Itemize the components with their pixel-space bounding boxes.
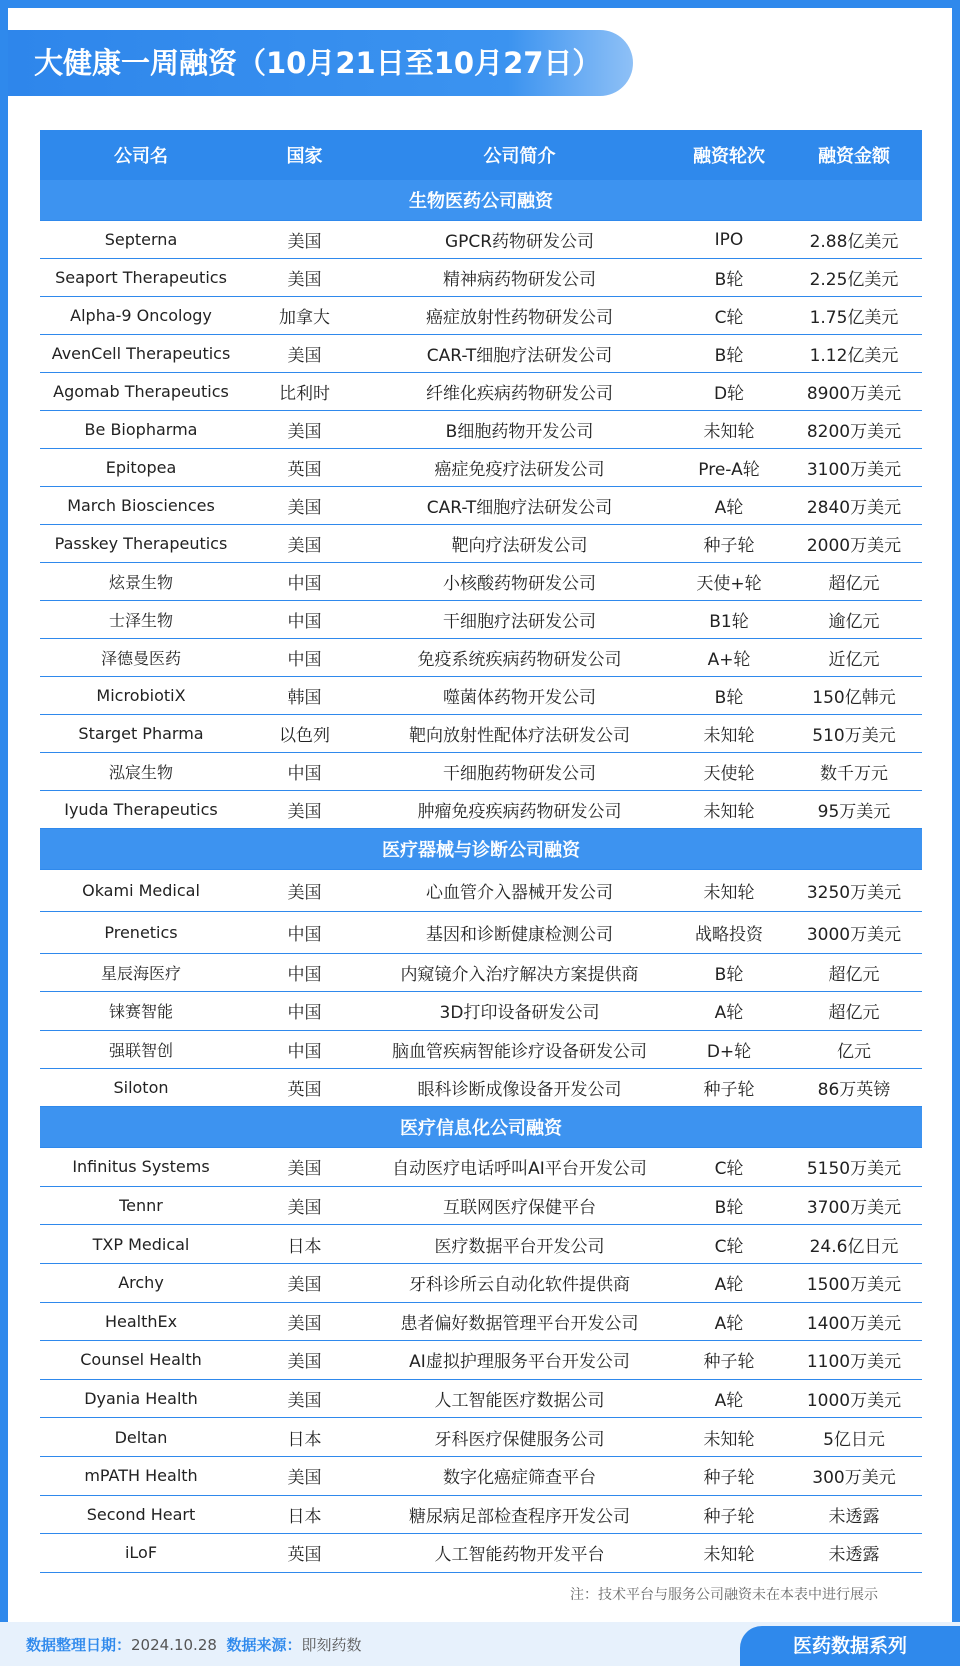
cell-round: 未知轮: [672, 411, 786, 449]
cell-round: B轮: [672, 259, 786, 297]
cell-country: 美国: [242, 525, 367, 563]
cell-round: A轮: [672, 992, 786, 1030]
cell-amount: 1.12亿美元: [786, 335, 922, 373]
section-header-row: [40, 180, 922, 221]
cell-company: Tennr: [40, 1186, 242, 1225]
cell-company: March Biosciences: [40, 487, 242, 525]
table-row: [40, 677, 922, 715]
cell-amount: 1100万美元: [786, 1341, 922, 1380]
cell-amount: 1500万美元: [786, 1263, 922, 1302]
table-row: [40, 715, 922, 753]
cell-round: B轮: [672, 1186, 786, 1225]
cell-amount: 86万英镑: [786, 1068, 922, 1106]
table-row: [40, 1495, 922, 1534]
cell-amount: 超亿元: [786, 563, 922, 601]
cell-country: 英国: [242, 1068, 367, 1106]
table-row: [40, 791, 922, 829]
cell-round: 种子轮: [672, 1341, 786, 1380]
cell-company: Dyania Health: [40, 1379, 242, 1418]
cell-amount: 24.6亿日元: [786, 1225, 922, 1264]
cell-country: 比利时: [242, 373, 367, 411]
cell-company: Okami Medical: [40, 870, 242, 912]
table-row: [40, 411, 922, 449]
table-row: [40, 525, 922, 563]
cell-round: 未知轮: [672, 870, 786, 912]
date-value: 2024.10.28: [131, 1636, 217, 1654]
header-country: 国家: [242, 130, 367, 180]
cell-company: mPATH Health: [40, 1456, 242, 1495]
cell-company: MicrobiotiX: [40, 677, 242, 715]
header-round: 融资轮次: [672, 130, 786, 180]
cell-description: 内窥镜介入治疗解决方案提供商: [367, 954, 672, 992]
cell-company: 铼赛智能: [40, 992, 242, 1030]
table-row: [40, 992, 922, 1030]
cell-description: 患者偏好数据管理平台开发公司: [367, 1302, 672, 1341]
cell-round: A+轮: [672, 639, 786, 677]
cell-description: 噬菌体药物开发公司: [367, 677, 672, 715]
cell-amount: 150亿韩元: [786, 677, 922, 715]
section-header-row: [40, 1107, 922, 1148]
table-row: [40, 1030, 922, 1068]
cell-round: B轮: [672, 677, 786, 715]
cell-country: 美国: [242, 259, 367, 297]
cell-description: 自动医疗电话呼叫AI平台开发公司: [367, 1148, 672, 1187]
cell-amount: 数千万元: [786, 753, 922, 791]
cell-description: 牙科诊所云自动化软件提供商: [367, 1263, 672, 1302]
cell-country: 中国: [242, 639, 367, 677]
cell-description: CAR-T细胞疗法研发公司: [367, 335, 672, 373]
cell-company: 泽德曼医药: [40, 639, 242, 677]
cell-round: A轮: [672, 1379, 786, 1418]
cell-round: 种子轮: [672, 525, 786, 563]
table-note: 注：技术平台与服务公司融资未在本表中进行展示: [570, 1587, 878, 1603]
cell-amount: 1400万美元: [786, 1302, 922, 1341]
section-title: 医疗信息化公司融资: [40, 1107, 922, 1148]
cell-round: 战略投资: [672, 912, 786, 954]
cell-country: 美国: [242, 1186, 367, 1225]
cell-company: Archy: [40, 1263, 242, 1302]
cell-country: 美国: [242, 1341, 367, 1380]
cell-round: B轮: [672, 954, 786, 992]
cell-country: 美国: [242, 411, 367, 449]
cell-company: 星辰海医疗: [40, 954, 242, 992]
table-row: [40, 221, 922, 259]
cell-country: 以色列: [242, 715, 367, 753]
cell-description: 互联网医疗保健平台: [367, 1186, 672, 1225]
cell-description: 心血管介入器械开发公司: [367, 870, 672, 912]
cell-amount: 亿元: [786, 1030, 922, 1068]
cell-company: Siloton: [40, 1068, 242, 1106]
cell-amount: 8200万美元: [786, 411, 922, 449]
cell-amount: 超亿元: [786, 992, 922, 1030]
cell-company: 炫景生物: [40, 563, 242, 601]
financing-table-container: [40, 130, 922, 1573]
cell-amount: 2.25亿美元: [786, 259, 922, 297]
series-badge: 医药数据系列: [740, 1626, 960, 1666]
source-value: 即刻药数: [301, 1636, 362, 1654]
cell-company: Septerna: [40, 221, 242, 259]
cell-country: 美国: [242, 335, 367, 373]
cell-amount: 3000万美元: [786, 912, 922, 954]
table-row: [40, 1379, 922, 1418]
page-title: 大健康一周融资（10月21日至10月27日）: [8, 30, 633, 96]
table-row: [40, 1186, 922, 1225]
cell-amount: 8900万美元: [786, 373, 922, 411]
cell-company: Agomab Therapeutics: [40, 373, 242, 411]
footer-meta: [26, 1634, 361, 1655]
section-header-row: [40, 829, 922, 870]
cell-country: 日本: [242, 1495, 367, 1534]
table-row: [40, 487, 922, 525]
cell-company: Prenetics: [40, 912, 242, 954]
cell-company: 强联智创: [40, 1030, 242, 1068]
cell-country: 日本: [242, 1225, 367, 1264]
cell-company: Alpha-9 Oncology: [40, 297, 242, 335]
cell-description: AI虚拟护理服务平台开发公司: [367, 1341, 672, 1380]
table-row: [40, 563, 922, 601]
cell-round: B轮: [672, 335, 786, 373]
cell-country: 加拿大: [242, 297, 367, 335]
cell-description: 眼科诊断成像设备开发公司: [367, 1068, 672, 1106]
cell-amount: 2000万美元: [786, 525, 922, 563]
cell-round: 天使+轮: [672, 563, 786, 601]
cell-country: 日本: [242, 1418, 367, 1457]
table-row: [40, 1225, 922, 1264]
cell-round: D+轮: [672, 1030, 786, 1068]
header-amount: 融资金额: [786, 130, 922, 180]
cell-description: 人工智能医疗数据公司: [367, 1379, 672, 1418]
cell-country: 中国: [242, 601, 367, 639]
cell-round: C轮: [672, 1225, 786, 1264]
source-label: 数据来源：: [226, 1636, 302, 1654]
section-title: 医疗器械与诊断公司融资: [40, 829, 922, 870]
cell-description: 基因和诊断健康检测公司: [367, 912, 672, 954]
cell-round: 种子轮: [672, 1068, 786, 1106]
cell-round: A轮: [672, 1302, 786, 1341]
cell-round: 未知轮: [672, 715, 786, 753]
cell-country: 中国: [242, 563, 367, 601]
table-row: [40, 1418, 922, 1457]
cell-amount: 3700万美元: [786, 1186, 922, 1225]
cell-round: 未知轮: [672, 1534, 786, 1573]
cell-country: 美国: [242, 221, 367, 259]
cell-country: 美国: [242, 870, 367, 912]
cell-company: TXP Medical: [40, 1225, 242, 1264]
cell-round: C轮: [672, 297, 786, 335]
cell-country: 中国: [242, 753, 367, 791]
cell-round: 种子轮: [672, 1495, 786, 1534]
cell-description: 靶向疗法研发公司: [367, 525, 672, 563]
cell-company: Starget Pharma: [40, 715, 242, 753]
cell-amount: 1000万美元: [786, 1379, 922, 1418]
cell-description: 3D打印设备研发公司: [367, 992, 672, 1030]
cell-description: 癌症放射性药物研发公司: [367, 297, 672, 335]
cell-country: 美国: [242, 791, 367, 829]
table-row: [40, 1456, 922, 1495]
cell-round: A轮: [672, 487, 786, 525]
table-row: [40, 753, 922, 791]
cell-company: 泓宸生物: [40, 753, 242, 791]
cell-description: 小核酸药物研发公司: [367, 563, 672, 601]
cell-description: 靶向放射性配体疗法研发公司: [367, 715, 672, 753]
cell-country: 中国: [242, 1030, 367, 1068]
cell-amount: 2.88亿美元: [786, 221, 922, 259]
cell-company: Iyuda Therapeutics: [40, 791, 242, 829]
cell-country: 英国: [242, 449, 367, 487]
cell-description: 脑血管疾病智能诊疗设备研发公司: [367, 1030, 672, 1068]
date-label: 数据整理日期：: [26, 1636, 132, 1654]
cell-amount: 近亿元: [786, 639, 922, 677]
cell-company: 士泽生物: [40, 601, 242, 639]
section-title: 生物医药公司融资: [40, 180, 922, 221]
cell-round: 种子轮: [672, 1456, 786, 1495]
cell-description: B细胞药物开发公司: [367, 411, 672, 449]
cell-description: 干细胞疗法研发公司: [367, 601, 672, 639]
cell-amount: 300万美元: [786, 1456, 922, 1495]
table-row: [40, 1148, 922, 1187]
table-row: [40, 335, 922, 373]
table-row: [40, 259, 922, 297]
cell-amount: 超亿元: [786, 954, 922, 992]
cell-description: 数字化癌症筛查平台: [367, 1456, 672, 1495]
table-row: [40, 1302, 922, 1341]
cell-amount: 5亿日元: [786, 1418, 922, 1457]
cell-country: 英国: [242, 1534, 367, 1573]
cell-round: 天使轮: [672, 753, 786, 791]
cell-round: 未知轮: [672, 791, 786, 829]
cell-round: B1轮: [672, 601, 786, 639]
cell-round: IPO: [672, 221, 786, 259]
cell-description: 肿瘤免疫疾病药物研发公司: [367, 791, 672, 829]
cell-description: 医疗数据平台开发公司: [367, 1225, 672, 1264]
cell-amount: 95万美元: [786, 791, 922, 829]
table-row: [40, 1534, 922, 1573]
cell-amount: 3250万美元: [786, 870, 922, 912]
table-row: [40, 297, 922, 335]
cell-round: A轮: [672, 1263, 786, 1302]
cell-country: 中国: [242, 912, 367, 954]
cell-description: GPCR药物研发公司: [367, 221, 672, 259]
cell-company: Epitopea: [40, 449, 242, 487]
cell-company: Be Biopharma: [40, 411, 242, 449]
cell-country: 美国: [242, 1263, 367, 1302]
cell-description: 纤维化疾病药物研发公司: [367, 373, 672, 411]
cell-round: Pre-A轮: [672, 449, 786, 487]
cell-country: 中国: [242, 954, 367, 992]
cell-description: 免疫系统疾病药物研发公司: [367, 639, 672, 677]
cell-description: 牙科医疗保健服务公司: [367, 1418, 672, 1457]
table-row: [40, 1263, 922, 1302]
cell-amount: 未透露: [786, 1534, 922, 1573]
table-row: [40, 1341, 922, 1380]
cell-amount: 2840万美元: [786, 487, 922, 525]
table-row: [40, 449, 922, 487]
table-row: [40, 639, 922, 677]
cell-country: 美国: [242, 1379, 367, 1418]
header-description: 公司简介: [367, 130, 672, 180]
cell-company: iLoF: [40, 1534, 242, 1573]
cell-company: Passkey Therapeutics: [40, 525, 242, 563]
cell-amount: 3100万美元: [786, 449, 922, 487]
cell-company: Infinitus Systems: [40, 1148, 242, 1187]
cell-round: C轮: [672, 1148, 786, 1187]
cell-company: Seaport Therapeutics: [40, 259, 242, 297]
table-row: [40, 954, 922, 992]
cell-description: 精神病药物研发公司: [367, 259, 672, 297]
cell-country: 美国: [242, 1302, 367, 1341]
cell-country: 中国: [242, 992, 367, 1030]
cell-company: Deltan: [40, 1418, 242, 1457]
cell-round: D轮: [672, 373, 786, 411]
cell-description: 人工智能药物开发平台: [367, 1534, 672, 1573]
cell-round: 未知轮: [672, 1418, 786, 1457]
cell-description: 糖尿病足部检查程序开发公司: [367, 1495, 672, 1534]
cell-amount: 未透露: [786, 1495, 922, 1534]
cell-amount: 5150万美元: [786, 1148, 922, 1187]
cell-description: CAR-T细胞疗法研发公司: [367, 487, 672, 525]
footer-bar: [0, 1622, 960, 1666]
cell-amount: 510万美元: [786, 715, 922, 753]
cell-amount: 逾亿元: [786, 601, 922, 639]
financing-table: [40, 130, 922, 1573]
cell-country: 美国: [242, 1148, 367, 1187]
cell-country: 美国: [242, 1456, 367, 1495]
cell-country: 美国: [242, 487, 367, 525]
cell-company: AvenCell Therapeutics: [40, 335, 242, 373]
table-row: [40, 912, 922, 954]
cell-description: 干细胞药物研发公司: [367, 753, 672, 791]
cell-company: Counsel Health: [40, 1341, 242, 1380]
table-row: [40, 870, 922, 912]
cell-company: HealthEx: [40, 1302, 242, 1341]
table-row: [40, 1068, 922, 1106]
table-header-row: [40, 130, 922, 180]
cell-company: Second Heart: [40, 1495, 242, 1534]
header-company: 公司名: [40, 130, 242, 180]
table-row: [40, 373, 922, 411]
cell-description: 癌症免疫疗法研发公司: [367, 449, 672, 487]
table-row: [40, 601, 922, 639]
cell-amount: 1.75亿美元: [786, 297, 922, 335]
cell-country: 韩国: [242, 677, 367, 715]
